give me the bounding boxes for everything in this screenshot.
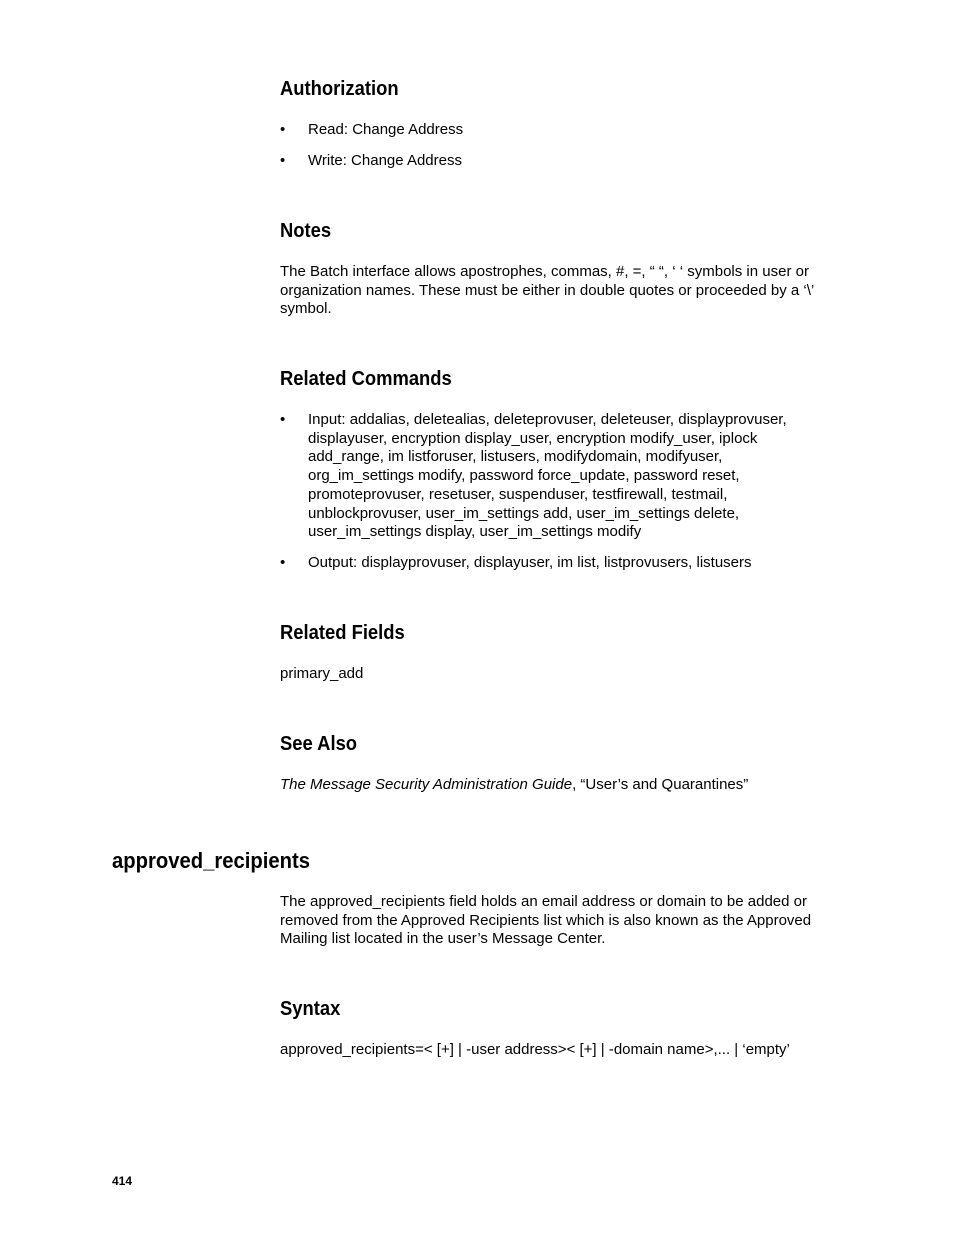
guide-title: The Message Security Administration Guide — [280, 776, 573, 793]
syntax-heading: Syntax — [280, 998, 341, 1020]
list-item — [280, 152, 840, 171]
list-item — [280, 411, 840, 542]
approved-recipients-description: The approved_recipients field holds an email address or domain to be added or removed from the Approved Recipients list which is also known as the Approved Mailing list located in the user’s Message Center. — [280, 893, 812, 948]
bullet-icon: • — [280, 411, 286, 428]
related-commands-heading: Related Commands — [280, 368, 452, 390]
list-item-text: Write: Change Address — [308, 151, 462, 169]
page-number: 414 — [112, 1174, 133, 1188]
authorization-list — [280, 121, 840, 182]
list-item — [280, 121, 840, 140]
related-fields-text: primary_add — [280, 665, 364, 682]
bullet-icon: • — [280, 151, 286, 169]
notes-heading: Notes — [280, 220, 332, 242]
see-also-text — [280, 776, 840, 795]
authorization-heading: Authorization — [280, 78, 399, 100]
related-fields-heading: Related Fields — [280, 622, 405, 644]
input-commands-text: Input: addalias, deletealias, deleteprovuser, deleteuser, displayprovuser, displayuser, encryption display_user, encryption modify_user, iplock add_range, im listforuser, listusers, modifydomain, modifyuser, org_im_settings modify, password force_update, password reset, promoteprovuser, resetuser, suspenduser, testfirewall, testmail, unblockprovuser, user_im_settings add, user_im_settings delete, user_im_settings display, user_im_settings modify — [308, 411, 787, 541]
list-item — [280, 554, 840, 573]
list-item-text: Read: Change Address — [308, 121, 464, 138]
bullet-icon: • — [280, 553, 286, 571]
output-commands-text: Output: displayprovuser, displayuser, im list, listprovusers, listusers — [308, 553, 752, 571]
approved-recipients-heading: approved_recipients — [112, 848, 310, 873]
bullet-icon: • — [280, 121, 286, 138]
see-also-suffix: , “User’s and Quarantines” — [572, 776, 749, 793]
see-also-heading: See Also — [280, 733, 358, 755]
syntax-text: approved_recipients=< [+] | -user address>< [+] | -domain name>,... | ‘empty’ — [280, 1041, 790, 1058]
related-commands-list — [280, 411, 840, 585]
notes-text: The Batch interface allows apostrophes, commas, #, =, “ “, ‘ ‘ symbols in user or organization names. These must be either in double quotes or proceeded by a ‘\’ symbol. — [280, 263, 814, 318]
